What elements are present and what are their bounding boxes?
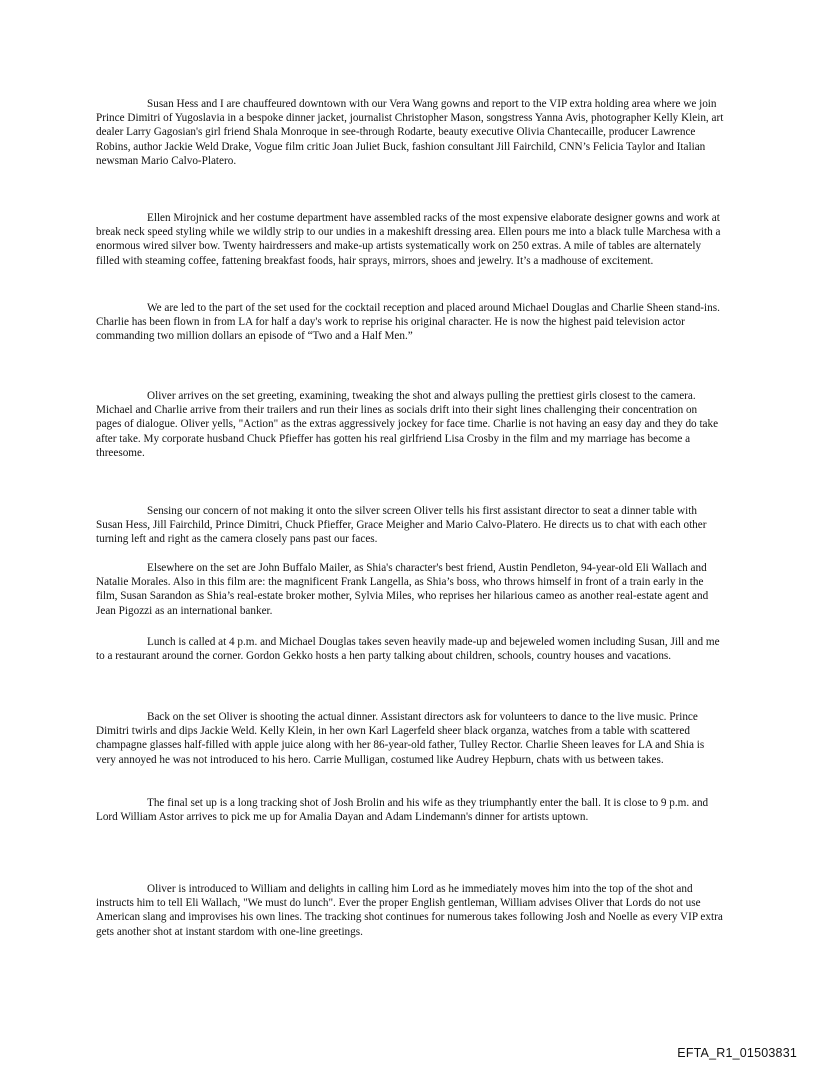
paragraph-tracking-shot: The final set up is a long tracking shot of Josh Brolin and his wife as they triumphantly enter the ball. It is close to 9 p.m. and Lord William Astor arrives to pick me up for Amalia Dayan and Adam Lindemann's dinner for artists uptown. xyxy=(96,797,709,824)
paragraph-dinner-table: Sensing our concern of not making it onto the silver screen Oliver tells his first assistant director to seat a dinner table with Susan Hess, Jill Fairchild, Prince Dimitri, Chuck Pfieffer, Grace Meigher and Mario Calvo-Platero. He directs us to chat with each other turning left and right as the camera closely pans past our faces. xyxy=(96,505,707,546)
paragraph-oliver-arrives: Oliver arrives on the set greeting, examining, tweaking the shot and always pulling the prettiest girls closest to the camera. Michael and Charlie arrive from their trailers and run their lines as socials drift into their sight lines challenging their concentration on pages of dialogue. Oliver yells, "Action" as the extras aggressively jockey for face time. Charlie is not having an easy day and they do take after take. My corporate husband Chuck Pfieffer has gotten his real girlfriend Lisa Crosby in the film and my marriage has become a threesome. xyxy=(96,390,719,459)
paragraph-costume-department: Ellen Mirojnick and her costume department have assembled racks of the most expensive elaborate designer gowns and work at break neck speed styling while we wildly strip to our undies in a makeshift dressing area. Ellen pours me into a black tulle Marchesa with a enormous wired silver bow. Twenty hairdressers and make-up artists systematically work on 250 extras. A mile of tables are alternately filled with steaming coffee, fattening breakfast foods, hair sprays, mirrors, shoes and jewelry. It’s a madhouse of excitement. xyxy=(96,212,721,267)
paragraph-vip-holding-area: Susan Hess and I are chauffeured downtown with our Vera Wang gowns and report to the VIP extra holding area where we join Prince Dimitri of Yugoslavia in a bespoke dinner jacket, journalist Christopher Mason, songstress Yanna Avis, photographer Kelly Klein, art dealer Larry Gagosian's girl friend Shala Monroque in see-through Rodarte, beauty executive Olivia Chantecaille, producer Lawrence Robins, author Jackie Weld Drake, Vogue film critic Joan Juliet Buck, fashion consultant Jill Fairchild, CNN’s Felicia Taylor and Italian newsman Mario Calvo-Platero. xyxy=(96,98,724,167)
paragraph-lord-william: Oliver is introduced to William and delights in calling him Lord as he immediately moves him into the top of the shot and instructs him to tell Eli Wallach, "We must do lunch". Ever the proper English gentleman, William advises Oliver that Lords do not use American slang and improvises his own lines. The tracking shot continues for numerous takes following Josh and Noelle as every VIP extra gets another shot at instant stardom with one-line greetings. xyxy=(96,883,723,938)
paragraph-cocktail-reception: We are led to the part of the set used for the cocktail reception and placed around Michael Douglas and Charlie Sheen stand-ins. Charlie has been flown in from LA for half a day's work to reprise his original character. He is now the highest paid television actor commanding two million dollars an episode of “Two and a Half Men.” xyxy=(96,302,720,343)
document-id-footer: EFTA_R1_01503831 xyxy=(677,1046,797,1060)
paragraph-lunch: Lunch is called at 4 p.m. and Michael Douglas takes seven heavily made-up and bejeweled women including Susan, Jill and me to a restaurant around the corner. Gordon Gekko hosts a hen party talking about children, schools, country houses and vacations. xyxy=(96,636,720,663)
paragraph-elsewhere-on-set: Elsewhere on the set are John Buffalo Mailer, as Shia's character's best friend, Austin Pendleton, 94-year-old Eli Wallach and Natalie Morales. Also in this film are: the magnificent Frank Langella, as Shia’s boss, who throws himself in front of a train early in the film, Susan Sarandon as Shia’s real-estate broker mother, Sylvia Miles, who reprises her hilarious cameo as another real-estate agent and Jean Pigozzi as an international banker. xyxy=(96,562,709,617)
paragraph-back-on-set: Back on the set Oliver is shooting the actual dinner. Assistant directors ask for volunteers to dance to the live music. Prince Dimitri twirls and dips Jackie Weld. Kelly Klein, in her own Karl Lagerfeld sheer black organza, watches from a table with scattered champagne glasses half-filled with apple juice along with her 86-year-old father, Tulley Rector. Charlie Sheen leaves for LA and Shia is very annoyed he was not introduced to his hero. Carrie Mulligan, costumed like Audrey Hepburn, chats with us between takes. xyxy=(96,711,705,766)
